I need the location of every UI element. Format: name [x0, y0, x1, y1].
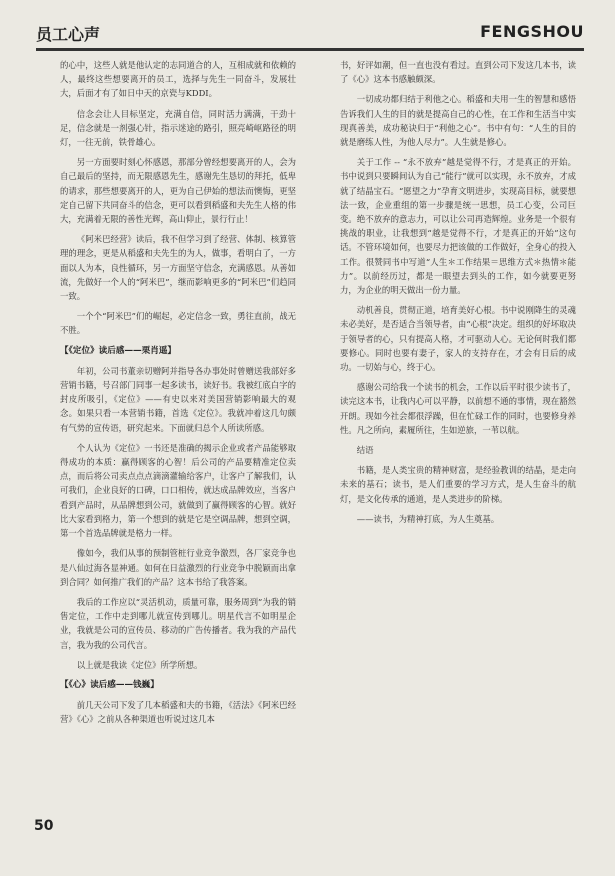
- paragraph: 信念会让人目标坚定，充满自信，同时活力满满，干劲十足，信念就是一剂强心针，指示迷途的路引，照亮崎岖路径的明灯，一往无前，铁骨雄心。: [60, 108, 296, 148]
- paragraph: 关于工作 -- “永不放弃”越是觉得不行，才是真正的开始。书中说到只要瞬间认为自己“能行”就可以实现，永不放弃，才成就了结晶宝石。“愿望之力”孕育文明进步，实现高目标，就要想法一致，企业重组的第一步骤是统一思想，员工心变，公司巨变。绝不放弃的意志力，可以让公司再造辉煌。业务是一个很有挑战的职业，让我想到“越是觉得不行，才是真正的开始”这句话。不管环境如何，也要尽力把该做的工作做好，全身心的投入工作。很赞同书中写道“人生＊工作结果＝思维方式＊热情＊能力”。以前经历过，都是一眼望去到头的工作，如今就要更努力，为企业的明天做出一份力量。: [340, 157, 576, 296]
- section-title: 员工心声: [36, 25, 101, 44]
- paragraph: 动机善良，贯彻正道，培育美好心根。书中说刚降生的灵魂未必美好，是否适合当领导者，由“心根”决定。组织的好坏取决于领导者的心，只有提高人格，才可驱动人心。无论何时我们都要修心。同时也要有妻子，家人的支持存在，才会有日后的成功。一切始与心，终于心。: [340, 305, 576, 373]
- paragraph: 前几天公司下发了几本稻盛和夫的书籍，《活法》《阿米巴经营》《心》之前从各种渠道也听说过这几本: [60, 700, 296, 725]
- paragraph: ——读书，为精神打底，为人生奠基。: [356, 513, 500, 524]
- right-column: [340, 58, 576, 532]
- paragraph: 的心中，这些人就是他认定的志同道合的人，互相成就和依赖的人，最终这些想要离开的员工，选择与先生一同奋斗，发展壮大，后面才有了如日中天的京瓷与KDDI。: [60, 60, 296, 99]
- article-heading: 【《定位》读后感——栗肖遥】: [60, 345, 177, 356]
- paragraph: 像如今，我们从事的预制管桩行业竞争激烈，各厂家竞争也是八仙过海各显神通。如何在日益激烈的行业竞争中脱颖而出拿到合同？如何推广我们的产品？这本书给了我答案。: [60, 548, 296, 587]
- paragraph: 年初，公司书董亲切赠阿并指导各办事处时曾赠送我部好多营销书籍，号召部门同事一起多读书，读好书。我被红底白字的封皮所吸引，《定位》——有史以来对美国营销影响最大的观念。如果只看一本营销书籍，首选《定位》。我就冲着这几句颇有气势的宣传语，研究起来。下面就归总个人所读所感。: [60, 365, 296, 433]
- article-heading: 【《心》读后感——钱巍】: [60, 679, 159, 690]
- left-column: [60, 58, 296, 733]
- paragraph: 个人认为《定位》一书还是准确的揭示企业或者产品能够取得成功的本质：赢得顾客的心智！后公司的产品要精准定位卖点，而后将公司卖点点点滴滴灌输给客户，让客户了解我们，认可我们，企业良好的口碑，口口相传，就达成品牌效应，当客户看到产品时，从品牌想到公司，就做到了赢得顾客的心智。就好比大家看到格力，第一个想到的就是它是空调品牌，想到空调，第一个首选品牌就是格力一样。: [60, 442, 296, 539]
- paragraph: 《阿米巴经营》读后，我不但学习到了经营、体制、核算管理的理念，更是从稻盛和夫先生的为人，做事，看明白了，一方面以人为本，良性循环，另一方面坚守信念，充满感恩。从善如流，先做好一个人的“阿米巴”，继而影响更多的“阿米巴”们趋同一致。: [60, 234, 296, 302]
- paragraph: 一个个“阿米巴”们的崛起，必定信念一致，勇往直前，战无不胜。: [60, 311, 296, 336]
- paragraph: 书，好评如潮，但一直也没有看过。直到公司下发这几本书，读了《心》这本书感触颇深。: [340, 60, 576, 85]
- paragraph: 以上就是我读《定位》所学所想。: [76, 659, 203, 670]
- paragraph: 一切成功都归结于利他之心。稻盛和夫用一生的智慧和感悟告诉我们人生的目的就是提高自己的心性，在工作和生活当中实现真善美，成功秘诀归于“利他之心”。书中有句：“人生的目的就是磨练人性，为他人尽力”。人生就是修心。: [340, 94, 576, 148]
- header-rule: [36, 48, 584, 51]
- paragraph: 我后的工作应以“灵活机动，质量可靠，服务周到”为我的销售定位，工作中走到哪儿就宣传到哪儿。明星代言不如明星企业，我就是公司的宣传员、移动的广告传播者。我为我的产品代言，我为我的公司代言。: [60, 596, 296, 650]
- page-header: [36, 22, 584, 52]
- section-label: 结语: [356, 445, 374, 456]
- paragraph: 感谢公司给我一个读书的机会，工作以后平时很少读书了，读完这本书，让我内心可以平静，以前想不通的事情，现在豁然开朗。现如今社会都很浮躁，但在忙碌工作的同时，也要修身养性。凡之所向，素履所往，生如逆旅，一苇以航。: [340, 382, 576, 435]
- magazine-brand: FENGSHOU: [480, 22, 584, 41]
- paragraph: 书籍，是人类宝贵的精神财富，是经验教训的结晶，是走向未来的基石；读书，是人们重要的学习方式，是人生奋斗的航灯，是文化传承的通道，是人类进步的阶梯。: [340, 465, 576, 504]
- page-number: 50: [34, 818, 54, 834]
- paragraph: 另一方面要时刻心怀感恩，那部分曾经想要离开的人，会为自己最后的坚持，而无限感恩先生，感谢先生恳切的拜托，低卑的请求，那些想要离开的人，更为自己伊始的想法而懊悔，更坚定自己留下共同奋斗的信念，更可以看到稻盛和夫先生人格的伟大，充满着无限的善性光辉，高山仰止，景行行止！: [60, 157, 296, 225]
